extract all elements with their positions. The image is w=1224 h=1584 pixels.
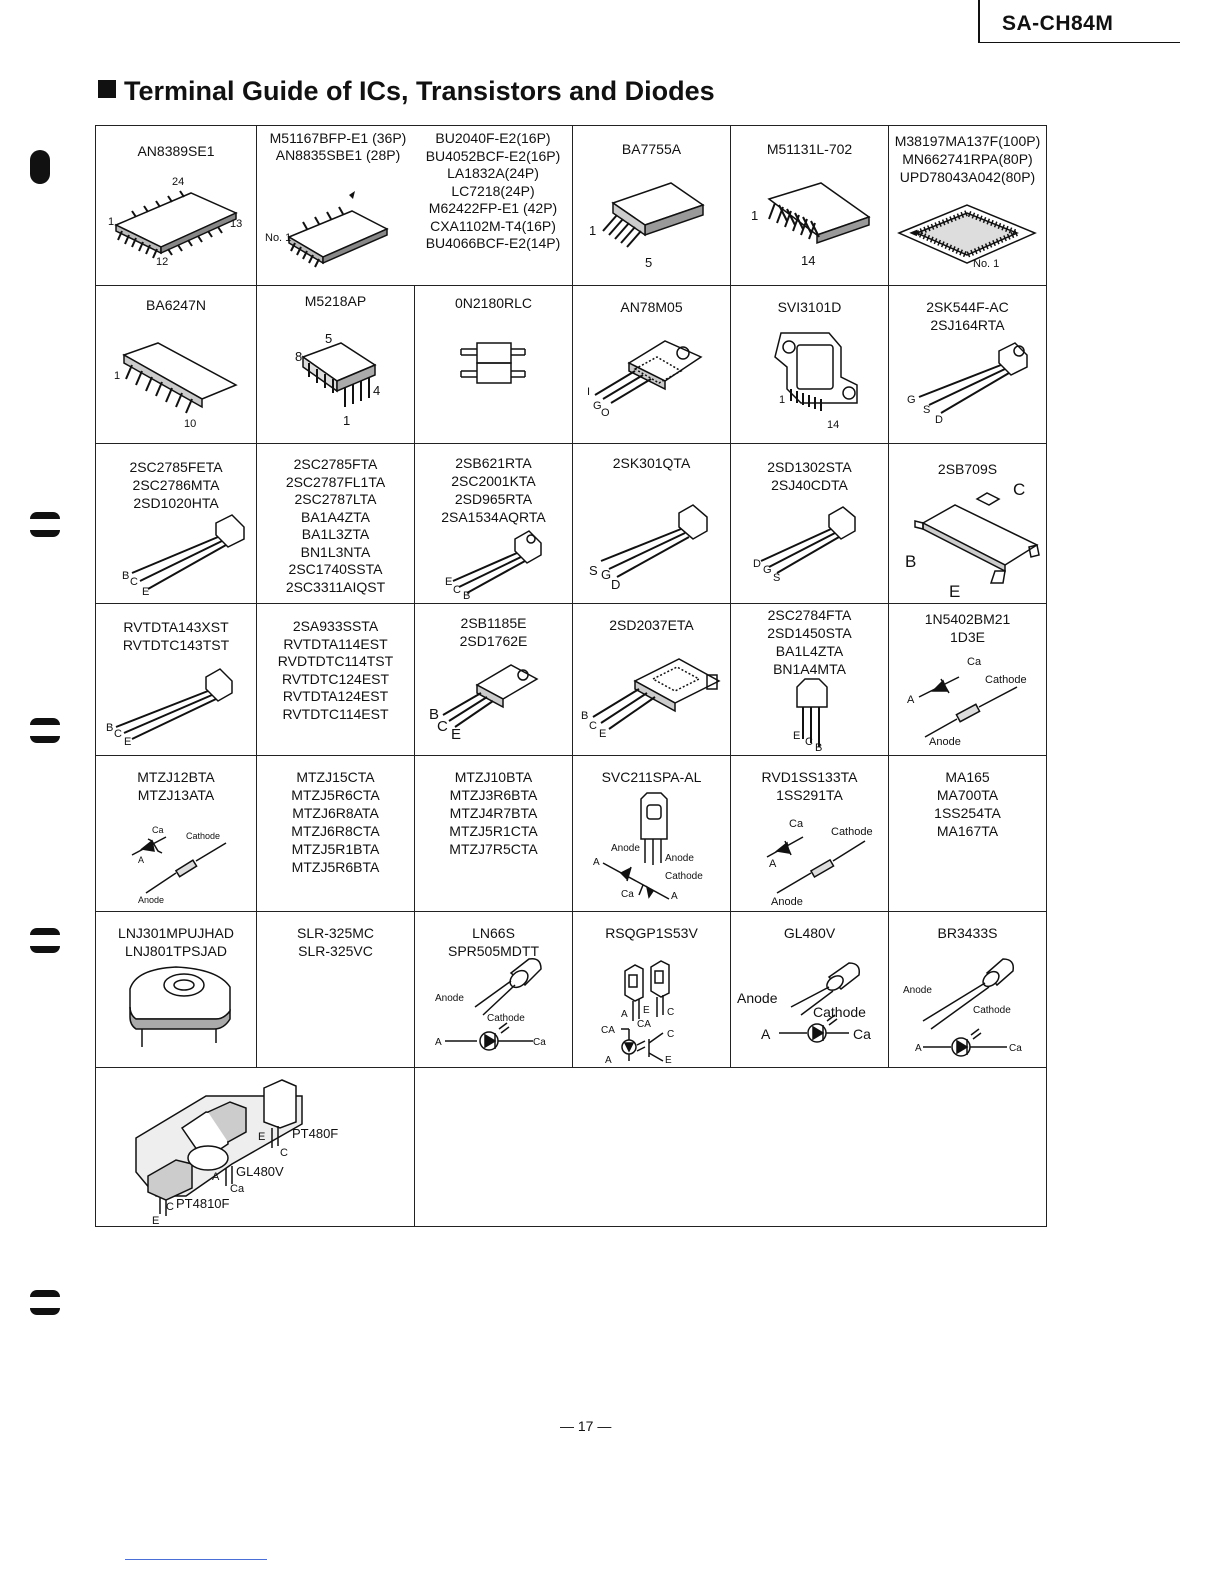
part-name: BU4052BCF-E2(16P) (425, 147, 561, 164)
pin-label: 13 (230, 218, 243, 230)
pin-label: D (611, 577, 621, 592)
pin-label: Cathode (186, 831, 221, 841)
part-name: 2SD1762E (459, 633, 528, 649)
part-name: 2SC2786MTA (132, 477, 220, 493)
led-display-icon (96, 911, 257, 1067)
part-name: 2SD1302STA (767, 459, 852, 475)
part-name: 2SC2001KTA (451, 473, 536, 489)
part-name: BA1L4ZTA (775, 643, 844, 659)
pin-label: A (435, 1037, 442, 1048)
part-name: CXA1102M-T4(16P) (430, 217, 556, 234)
pin-label: B (905, 552, 917, 571)
pin-label: B (463, 590, 471, 602)
pin-label: Cathode (831, 826, 873, 838)
part-name: 2SD1450STA (767, 625, 852, 641)
model-box (978, 0, 1180, 43)
cell-photo-sensor-assembly (96, 1068, 415, 1226)
pin-label: A (769, 858, 777, 870)
to220-icon (573, 603, 731, 755)
sop-ic-icon (257, 125, 427, 285)
pin-label: I (587, 386, 591, 398)
pin-label: 1 (779, 394, 786, 406)
pin-label: A (907, 694, 915, 706)
pin-label: No. 1 (973, 258, 1000, 270)
pin-label: Anode (665, 853, 694, 864)
page-title (98, 76, 715, 107)
part-name: LN66S (472, 925, 515, 941)
pin-label: E (152, 1215, 160, 1227)
smd-ic-icon (96, 125, 257, 285)
pin-label: Cathode (973, 1005, 1011, 1016)
smd-transistor-icon (889, 443, 1046, 603)
pin-label: B (581, 710, 589, 722)
cell-lnj301mpujhad (96, 912, 257, 1068)
pin-label: E (793, 730, 801, 742)
zener-diode-icon (96, 755, 257, 911)
to92-transistor-icon (731, 443, 889, 603)
cell-2sb709s (889, 444, 1046, 604)
pin-label: E (599, 728, 607, 740)
pin-label: 1 (589, 223, 597, 238)
pin-label: Anode (138, 895, 165, 905)
part-name: 2SA933SSTA (292, 618, 379, 634)
pin-label: G (763, 564, 772, 576)
pin-label: Ca (230, 1183, 245, 1195)
pin-label: Ca (533, 1037, 546, 1048)
cell-mtzj12bta (96, 756, 257, 912)
pin-label: B (815, 742, 823, 754)
pin-label: S (923, 404, 931, 416)
part-name: 2SC2785FETA (129, 459, 223, 475)
to92-transistor-icon (96, 603, 257, 755)
cell-rsqgp1s53v (573, 912, 731, 1068)
pin-label: G (593, 400, 602, 412)
pin-label: A (212, 1171, 220, 1183)
pin-label: C (280, 1147, 288, 1159)
cell-0n2180rlc (415, 286, 573, 444)
pin-label: Cathode (487, 1013, 525, 1024)
cell-multi-ic (257, 126, 573, 286)
part-name: RVTDTA124EST (282, 688, 389, 704)
power-ic-icon (731, 285, 889, 443)
pin-label: A (593, 857, 600, 868)
part-name: MA165 (945, 769, 990, 785)
part-name: BR3433S (937, 925, 998, 941)
pin-label: E (124, 736, 132, 748)
sip-ic-icon (573, 125, 731, 285)
part-name: M51167BFP-E1 (36P) (269, 130, 407, 146)
pin-label: Anode (611, 843, 640, 854)
part-name: 2SK301QTA (612, 455, 691, 471)
cell-ln66s (415, 912, 573, 1068)
part-name: MTZJ6R8ATA (292, 805, 379, 821)
binder-mark-icon (30, 718, 60, 743)
part-name: RVD1SS133TA (761, 769, 858, 785)
pin-label: C (453, 584, 461, 596)
pin-label: Ca (853, 1026, 871, 1042)
pin-label: B (106, 722, 114, 734)
cell-2sb1185e (415, 604, 573, 756)
varactor-diode-icon (573, 755, 731, 911)
model-number: SA-CH84M (1002, 12, 1114, 35)
pin-label: B (122, 570, 130, 582)
part-name: MTZJ13ATA (137, 787, 215, 803)
pin-label: A (761, 1026, 771, 1042)
part-name: 2SJ40CDTA (771, 477, 848, 493)
part-name: 2SK544F-AC (926, 299, 1009, 315)
cell-2sa933ssta (257, 604, 415, 756)
pin-label: 14 (801, 253, 816, 268)
part-name: 2SB1185E (460, 615, 527, 631)
part-name: SLR-325VC (298, 943, 373, 959)
part-name: MA167TA (936, 823, 999, 839)
pin-label: 12 (156, 256, 169, 268)
cell-m5218ap (257, 286, 415, 444)
part-name: RSQGP1S53V (605, 925, 698, 941)
part-name: RVTDTC124EST (281, 670, 390, 687)
cell-2sb621rta (415, 444, 573, 604)
part-name: MTZJ6R8CTA (291, 823, 380, 839)
pin-label: 8 (295, 349, 303, 364)
cell-2sk544f (889, 286, 1046, 444)
pin-label: A (621, 1009, 628, 1020)
part-name: RVDTDTC114TST (277, 653, 394, 669)
part-name: SPR505MDTT (447, 943, 540, 959)
pin-label: 1 (108, 216, 115, 228)
to92-transistor-icon (573, 443, 731, 603)
pin-label: A (915, 1043, 922, 1054)
part-name: 2SC2787LTA (294, 491, 377, 507)
pin-label: E (665, 1055, 672, 1066)
pin-label: E (445, 576, 453, 588)
pin-label: C (1013, 480, 1026, 499)
pin-label: 1 (751, 208, 759, 223)
pin-label: CA (601, 1025, 615, 1036)
dip-ic-icon (257, 285, 415, 443)
pin-label: S (773, 572, 781, 584)
part-label: PT4810F (176, 1196, 230, 1211)
part-name: 0N2180RLC (454, 295, 533, 311)
to92-transistor-icon (889, 285, 1046, 443)
binder-mark-icon (30, 928, 60, 953)
part-name: BN1L3NTA (300, 543, 371, 560)
cell-2sk301qta (573, 444, 731, 604)
binder-hole-icon (30, 150, 50, 184)
part-name: MA700TA (936, 787, 999, 803)
pin-label: E (451, 726, 462, 743)
pin-label: 1 (114, 370, 121, 382)
photo-interrupter-icon (573, 911, 731, 1067)
cell-svi3101d (731, 286, 889, 444)
pin-label: C (589, 720, 597, 732)
pin-label: Anode (771, 896, 803, 908)
part-name: 1N5402BM21 (924, 611, 1011, 627)
pin-label: Ca (789, 818, 804, 830)
part-name: 1SS254TA (934, 805, 1001, 821)
sip-ic-icon (731, 125, 889, 285)
part-name: GL480V (783, 925, 836, 941)
pin-label: A (605, 1055, 612, 1066)
part-name: RVTDTC143TST (122, 637, 230, 653)
part-name: 2SD1020HTA (133, 495, 219, 511)
part-name: 2SD965RTA (454, 491, 533, 507)
page-number: — 17 — (560, 1418, 612, 1434)
part-name: LNJ801TPSJAD (125, 943, 227, 959)
pin-label: Cathode (665, 871, 703, 882)
cell-2sc2785fta (257, 444, 415, 604)
pin-label: Anode (903, 985, 932, 996)
part-name: 2SC3311AIQST (285, 578, 386, 595)
part-label: PT480F (292, 1126, 339, 1141)
part-name: 2SC2785FTA (293, 456, 378, 472)
part-name: LC7218(24P) (451, 182, 535, 199)
part-name: BU2040F-E2(16P) (435, 130, 551, 146)
pin-label: C (114, 728, 122, 740)
bullet-square-icon (98, 80, 116, 98)
pin-label: C (667, 1029, 675, 1040)
part-name: SVI3101D (777, 299, 842, 315)
pin-label: C (667, 1007, 675, 1018)
pin-label: Ca (967, 656, 982, 668)
pin-label: 10 (184, 418, 197, 430)
cell-slr-325mc (257, 912, 415, 1068)
cell-rvd1ss133ta (731, 756, 889, 912)
to220-icon (573, 285, 731, 443)
pin-label: G (601, 567, 612, 582)
part-name: 2SJ164RTA (930, 317, 1005, 333)
pin-label: E (142, 586, 150, 598)
part-name: 1D3E (949, 629, 986, 645)
pin-label: C (437, 718, 448, 735)
cell-2sd1302sta (731, 444, 889, 604)
part-name: AN8389SE1 (137, 143, 215, 159)
pin-label: Ca (152, 825, 164, 835)
part-name: 2SC2787FL1TA (285, 473, 386, 490)
part-name: 2SC1740SSTA (288, 561, 383, 577)
part-name: 1SS291TA (776, 787, 843, 803)
cell-ba6247n (96, 286, 257, 444)
part-name: MTZJ4R7BTA (449, 805, 538, 821)
pin-label: E (949, 582, 961, 601)
part-name: 2SB709S (937, 461, 998, 477)
cell-2sc2784fta (731, 604, 889, 756)
part-name: AN8835SBE1 (28P) (275, 147, 401, 163)
part-name: MTZJ10BTA (454, 769, 533, 785)
cell-1n5402 (889, 604, 1046, 756)
cell-empty (415, 1068, 1046, 1226)
part-name: RVTDTA143XST (123, 619, 229, 635)
cell-an78m05 (573, 286, 731, 444)
part-name: RVTDTA114EST (283, 635, 388, 652)
cell-br3433s (889, 912, 1046, 1068)
pin-label: G (907, 394, 916, 406)
photo-coupler-icon (415, 285, 573, 443)
pin-label: E (643, 1005, 650, 1016)
part-name: MTZJ5R1BTA (291, 841, 380, 857)
part-name: BA6247N (146, 297, 206, 313)
pin-label: A (138, 855, 145, 865)
pin-label: No. 1 (265, 232, 292, 244)
binder-mark-icon (30, 1290, 60, 1315)
part-name: 2SB621RTA (455, 455, 532, 471)
pin-label: Anode (737, 990, 778, 1006)
cell-mtzj10bta (415, 756, 573, 912)
ir-led-icon (731, 911, 889, 1067)
pin-label: Ca (1009, 1043, 1022, 1054)
qfp-ic-icon (889, 125, 1046, 285)
part-name: SLR-325MC (296, 925, 375, 941)
cell-rvtdta143xst (96, 604, 257, 756)
cell-svc211spa (573, 756, 731, 912)
to92-transistor-icon (96, 443, 257, 603)
to92-transistor-icon (415, 443, 573, 603)
part-name: 2SA1534AQRTA (441, 509, 546, 525)
binder-mark-icon (30, 512, 60, 537)
page-title-text: Terminal Guide of ICs, Transistors and Diodes (124, 76, 715, 106)
pin-label: S (589, 563, 598, 578)
diode-icon (731, 755, 889, 911)
part-name: LNJ301MPUJHAD (118, 925, 234, 941)
part-name: SVC211SPA-AL (601, 769, 702, 785)
pin-label: Cathode (985, 674, 1027, 686)
pin-label: 5 (645, 255, 653, 270)
part-name: 2SC2784FTA (767, 607, 852, 623)
cell-mtzj15cta (257, 756, 415, 912)
sip-ic-icon (96, 285, 257, 443)
pin-label: O (601, 407, 610, 419)
sensor-assembly-icon (96, 1068, 415, 1226)
part-name: BU4066BCF-E2(14P) (425, 235, 561, 251)
part-name: BA1A4ZTA (301, 508, 370, 525)
part-name: MTZJ15CTA (296, 769, 375, 785)
diode-icon (889, 603, 1046, 755)
cell-gl480v (731, 912, 889, 1068)
part-name: M51131L-702 (766, 141, 853, 157)
pin-label: CA (637, 1019, 651, 1030)
part-name: M5218AP (304, 293, 367, 309)
pin-label: A (671, 891, 678, 902)
scan-artifact-line (125, 1559, 267, 1560)
pin-label: 1 (343, 413, 351, 428)
pin-label: Anode (929, 736, 961, 748)
pin-label: Ca (621, 889, 634, 900)
pin-label: B (429, 706, 440, 723)
ir-led-icon (415, 911, 573, 1067)
cell-ba7755a (573, 126, 731, 286)
part-name: BA1L3ZTA (301, 526, 370, 542)
cell-ma165 (889, 756, 1046, 912)
part-name: MTZJ3R6BTA (449, 787, 538, 803)
part-name: MTZJ5R1CTA (449, 823, 538, 839)
pin-label: 24 (172, 176, 185, 188)
pin-label: Anode (435, 993, 464, 1004)
part-name: MTZJ5R6BTA (291, 859, 380, 875)
part-name: M38197MA137F(100P) (894, 133, 1041, 149)
cell-m51131l (731, 126, 889, 286)
part-name: MN662741RPA(80P) (902, 151, 1033, 167)
to92-transistor-icon (731, 603, 889, 755)
cell-2sc2785feta (96, 444, 257, 604)
led-icon (889, 911, 1046, 1067)
part-name: UPD78043A042(80P) (899, 169, 1036, 185)
part-name: MTZJ7R5CTA (449, 841, 538, 857)
part-name: MTZJ12BTA (137, 769, 215, 785)
part-name: BA7755A (621, 141, 682, 157)
pin-label: Cathode (813, 1004, 866, 1020)
part-name: MTZJ5R6CTA (291, 787, 380, 803)
pin-label: D (753, 558, 761, 570)
pin-label: C (166, 1201, 174, 1213)
pin-label: C (805, 736, 813, 748)
part-name: M62422FP-E1 (42P) (428, 200, 558, 216)
terminal-guide-table (95, 125, 1047, 1227)
part-name: RVTDTC114EST (282, 705, 389, 722)
part-name: AN78M05 (620, 299, 683, 315)
pin-label: C (130, 576, 138, 588)
to126-transistor-icon (415, 603, 573, 755)
pin-label: D (935, 414, 943, 426)
part-name: BN1A4MTA (773, 661, 846, 677)
pin-label: 4 (373, 383, 381, 398)
part-name: LA1832A(24P) (447, 165, 539, 181)
part-label: GL480V (236, 1164, 284, 1179)
pin-label: 14 (827, 419, 840, 431)
part-name: 2SD2037ETA (609, 617, 694, 633)
cell-an8389se1 (96, 126, 257, 286)
cell-qfp-ic (889, 126, 1046, 286)
cell-2sd2037eta (573, 604, 731, 756)
pin-label: 5 (325, 331, 333, 346)
pin-label: E (258, 1131, 266, 1143)
